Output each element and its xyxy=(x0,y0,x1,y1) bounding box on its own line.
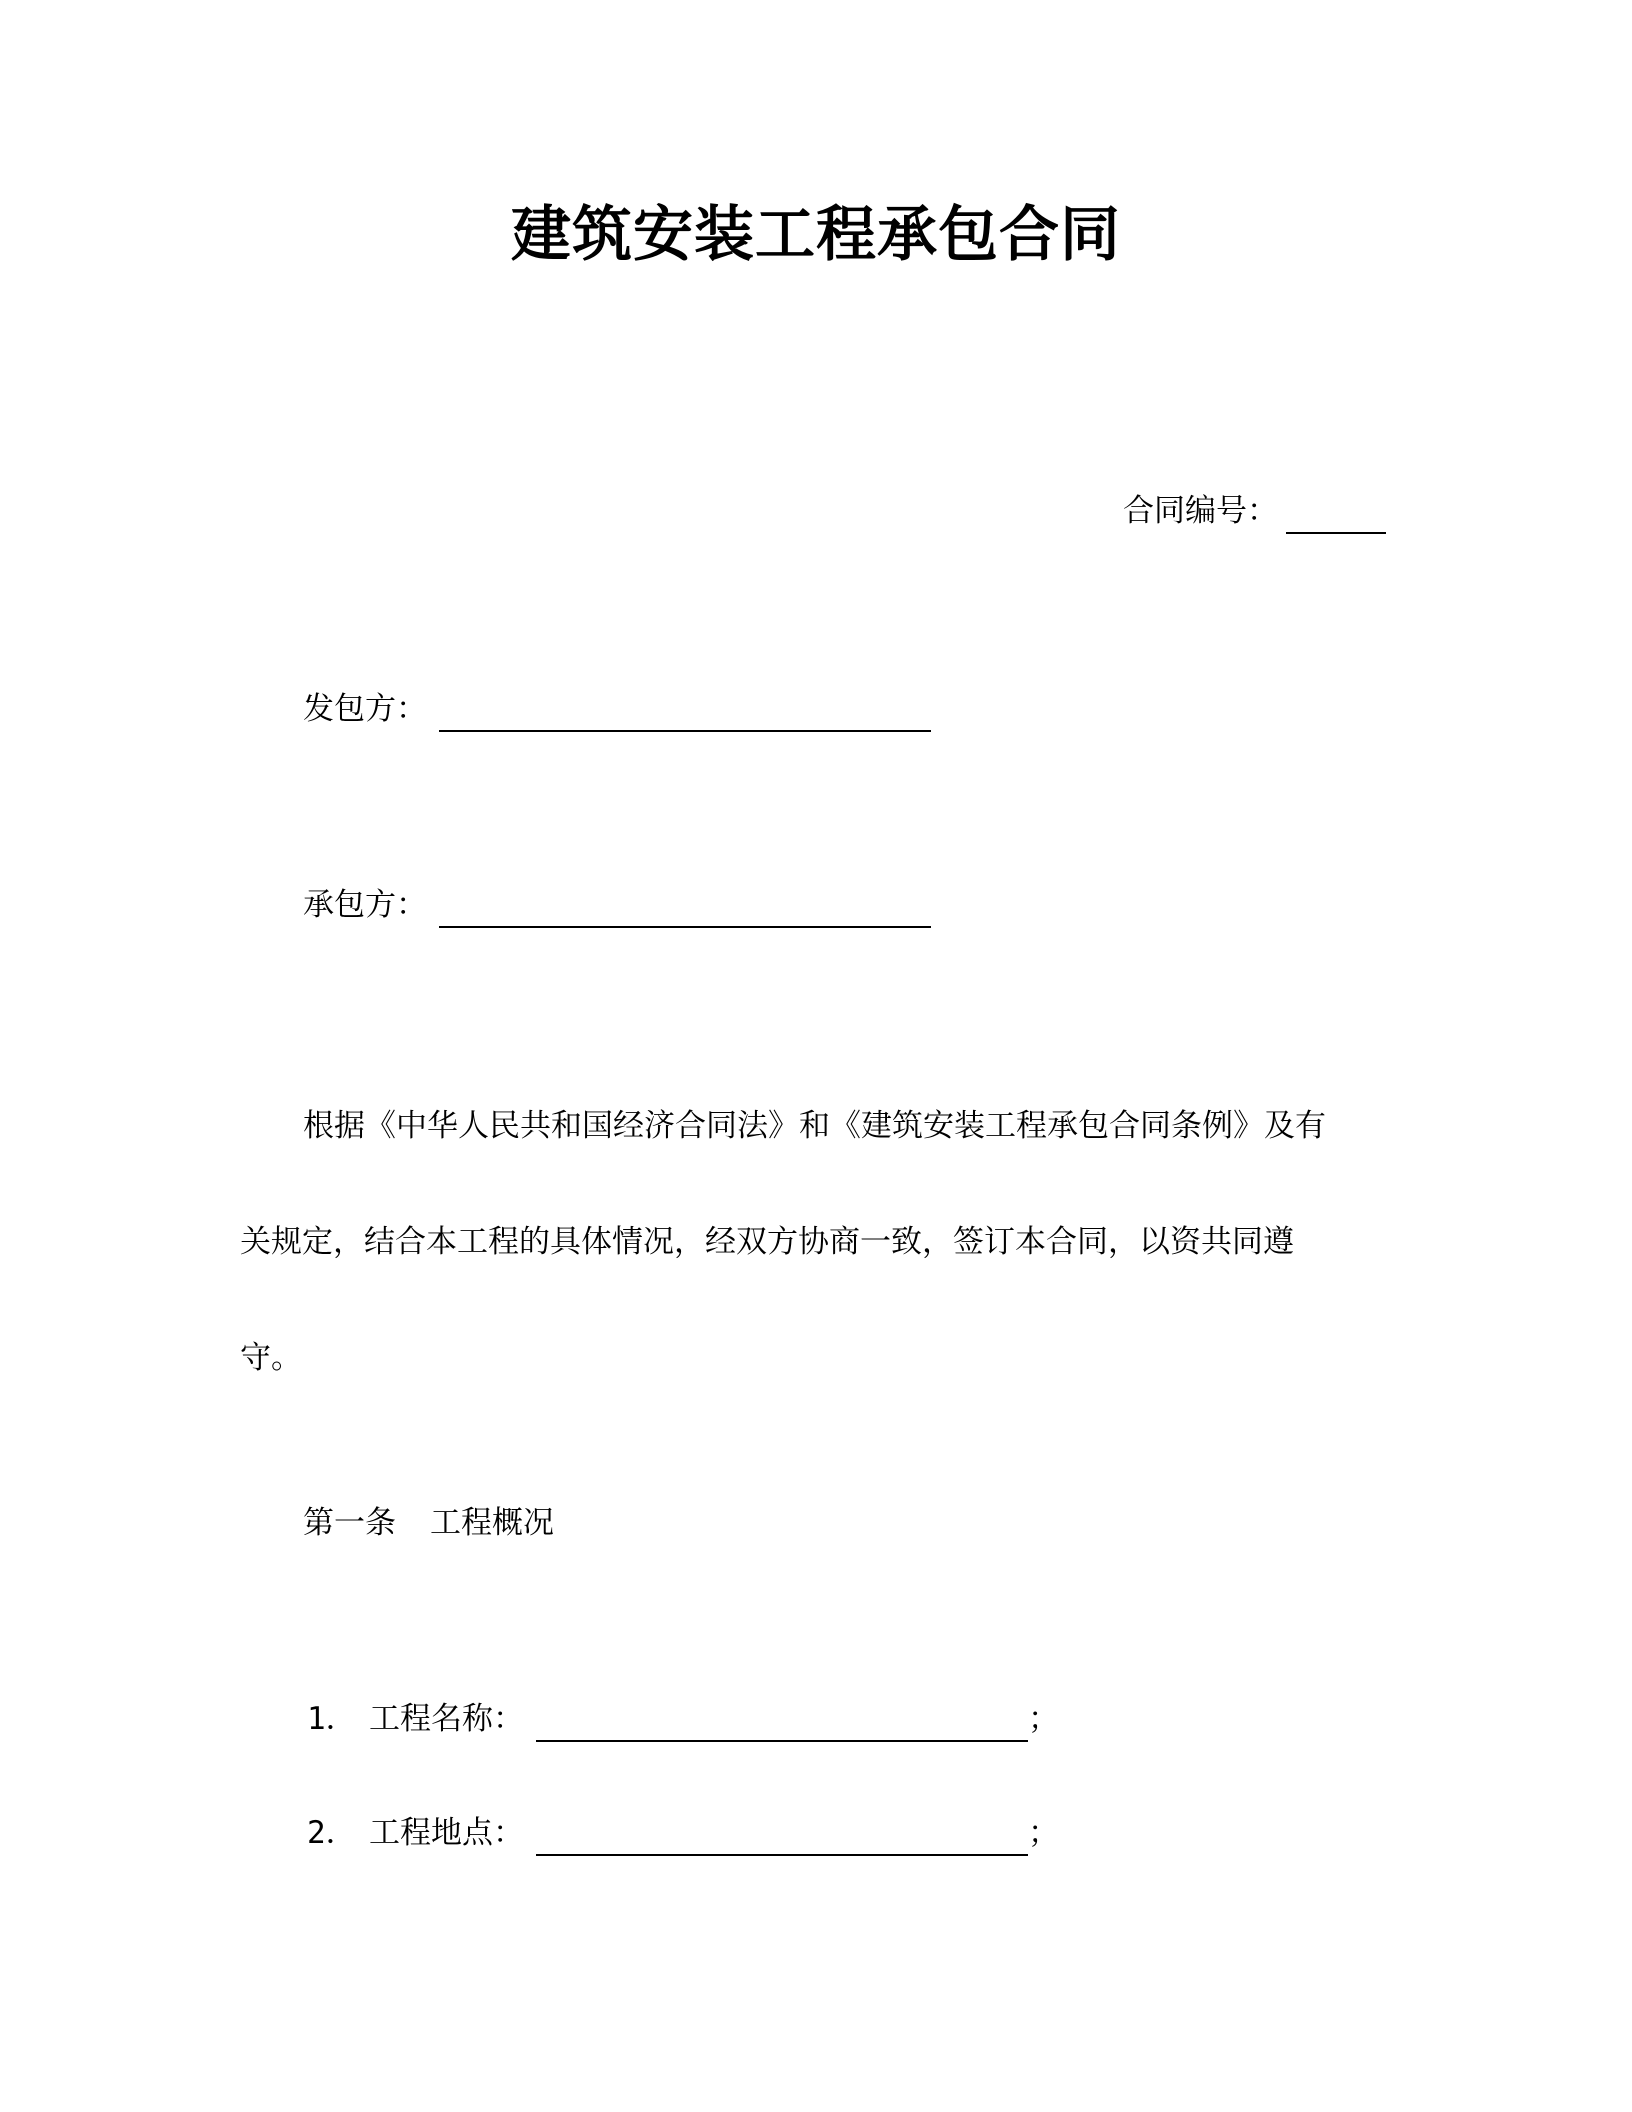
preamble-line: 根据《中华人民共和国经济合同法》和《建筑安装工程承包合同条例》及有 xyxy=(303,1108,1326,1144)
preamble-line: 关规定，结合本工程的具体情况，经双方协商一致，签订本合同，以资共同遵 xyxy=(240,1224,1294,1260)
project-location-label: 工程地点： xyxy=(369,1815,524,1851)
employer-blank xyxy=(439,692,931,732)
item-number: 1． xyxy=(307,1701,357,1737)
project-location-blank xyxy=(536,1816,1028,1856)
contract-number-label: 合同编号： xyxy=(1123,493,1278,529)
employer-label: 发包方： xyxy=(303,691,427,727)
contract-number-line xyxy=(1123,488,1386,534)
item-number: 2． xyxy=(307,1815,357,1851)
contractor-line xyxy=(303,882,931,928)
project-name-label: 工程名称： xyxy=(369,1701,524,1737)
contractor-blank xyxy=(439,888,931,928)
article-title: 工程概况 xyxy=(430,1505,554,1541)
contract-number-blank xyxy=(1286,494,1386,534)
employer-line xyxy=(303,686,931,732)
item-end-mark: ； xyxy=(1028,1701,1059,1737)
document-title: 建筑安装工程承包合同 xyxy=(511,200,1121,270)
project-location-line xyxy=(303,1810,1059,1856)
preamble-paragraph xyxy=(240,1068,1400,1416)
project-name-line xyxy=(303,1696,1059,1742)
preamble-line: 守。 xyxy=(240,1340,302,1376)
project-name-blank xyxy=(536,1702,1028,1742)
contractor-label: 承包方： xyxy=(303,887,427,923)
item-end-mark: ； xyxy=(1028,1815,1059,1851)
article-heading xyxy=(303,1500,554,1546)
article-number: 第一条 xyxy=(303,1505,396,1541)
